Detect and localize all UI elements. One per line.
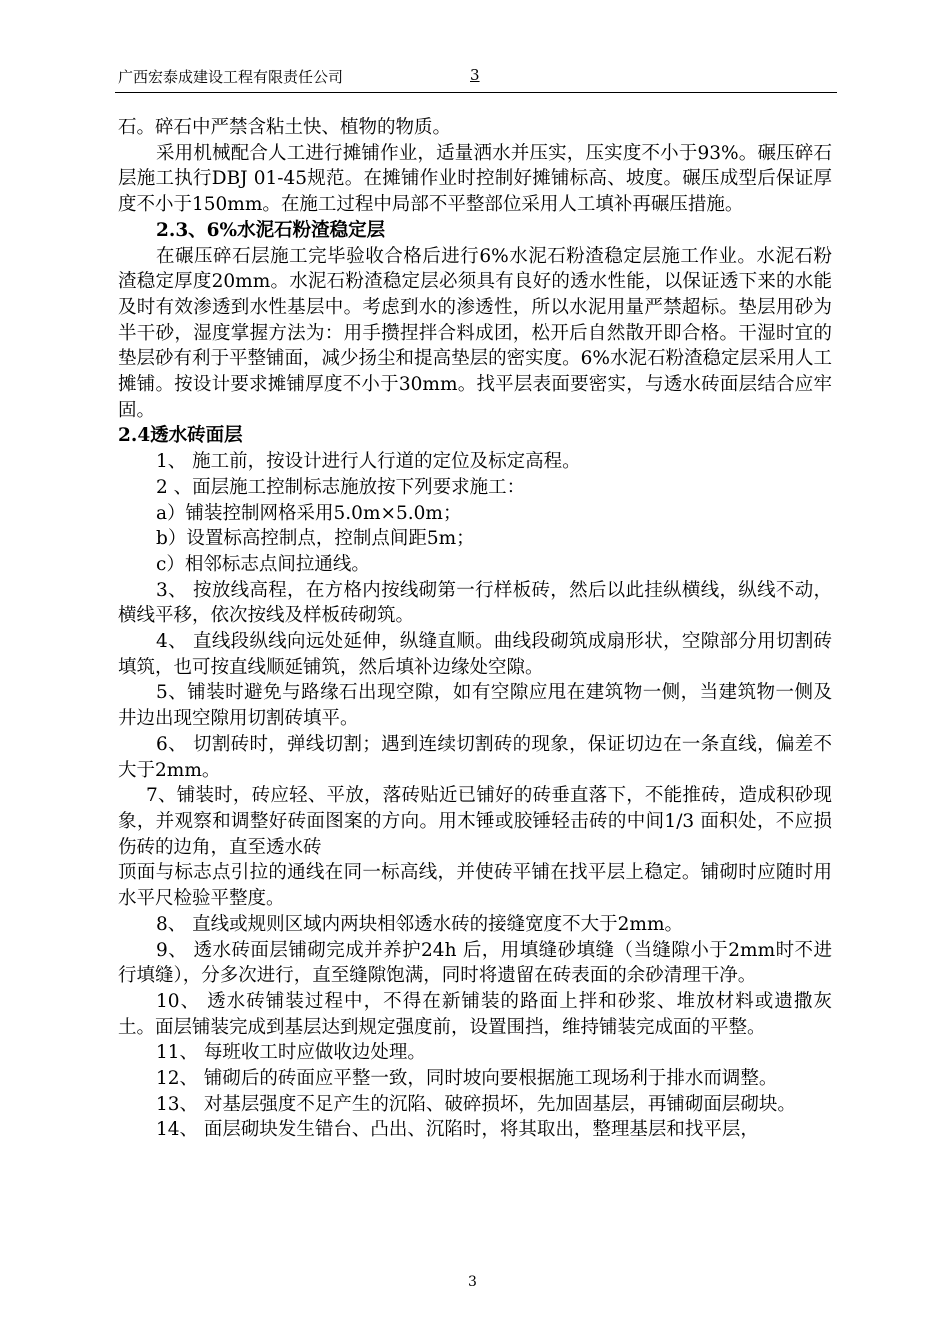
list-item: 13、 对基层强度不足产生的沉陷、破碎损坏，先加固基层，再铺砌面层砌块。 (156, 1093, 796, 1115)
paragraph: 石。碎石中严禁含粘土快、植物的物质。 (118, 117, 452, 138)
list-item: 11、 每班收工时应做收边处理。 (156, 1042, 426, 1064)
list-item: 7、铺装时，砖应轻、平放，落砖贴近已铺好的砖垂直落下，不能推砖，造成积砂现象，并观察和调整好砖面图案的方向。用木锤或胶锤轻击砖的中间1/3 面积处，不应损伤砖的边角，直至透水砖 (118, 785, 832, 858)
list-item: 6、 切割砖时，弹线切割；遇到连续切割砖的现象，保证切边在一条直线，偏差不大于2mm。 (118, 733, 832, 781)
list-item: 3、 按放线高程，在方格内按线砌第一行样板砖，然后以此挂纵横线，纵线不动，横线平移，依次按线及样板砖砌筑。 (118, 579, 832, 627)
list-item: 9、 透水砖面层铺砌完成并养护24h 后，用填缝砂填缝（当缝隙小于2mm时不进行填缝），分多次进行，直至缝隙饱满，同时将遗留在砖表面的余砂清理干净。 (118, 939, 832, 987)
section-heading-2-3: 2.3、6%水泥石粉渣稳定层 (156, 219, 386, 241)
list-item: 2 、面层施工控制标志施放按下列要求施工： (156, 476, 526, 498)
document-body (118, 115, 832, 1143)
list-item: 5、铺装时避免与路缘石出现空隙，如有空隙应甩在建筑物一侧，当建筑物一侧及井边出现空隙用切割砖填平。 (118, 682, 832, 730)
sub-list-item: b）设置标高控制点，控制点间距5m； (156, 528, 475, 550)
section-heading-2-4: 2.4透水砖面层 (118, 425, 243, 447)
list-item: 10、 透水砖铺装过程中，不得在新铺装的路面上拌和砂浆、堆放材料或遗撒灰土。面层铺装完成到基层达到规定强度前，设置围挡，维持铺装完成面的平整。 (118, 990, 832, 1038)
paragraph: 在碾压碎石层施工完毕验收合格后进行6%水泥石粉渣稳定层施工作业。水泥石粉渣稳定厚度20mm。水泥石粉渣稳定层必须具有良好的透水性能，以保证透下来的水能及时有效渗透到水性基层中。考虑到水的渗透性，所以水泥用量严禁超标。垫层用砂为半干砂，湿度掌握方法为：用手攒捏拌合料成团，松开后自然散开即合格。干湿时宜的垫层砂有利于平整铺面，减少扬尘和提高垫层的密实度。6%水泥石粉渣稳定层采用人工摊铺。按设计要求摊铺厚度不小于30mm。找平层表面要密实，与透水砖面层结合应牢固。 (118, 245, 832, 421)
list-item: 4、 直线段纵线向远处延伸，纵缝直顺。曲线段砌筑成扇形状，空隙部分用切割砖填筑，也可按直线顺延铺筑，然后填补边缘处空隙。 (118, 631, 832, 678)
header-divider (115, 92, 837, 93)
sub-list-item: c）相邻标志点间拉通线。 (156, 553, 370, 575)
list-item: 12、 铺砌后的砖面应平整一致，同时坡向要根据施工现场利于排水而调整。 (156, 1068, 778, 1090)
header-page-number: 3 (470, 66, 480, 84)
paragraph-continuation: 顶面与标志点引拉的通线在同一标高线，并使砖平铺在找平层上稳定。铺砌时应随时用水平尺检验平整度。 (118, 862, 832, 910)
list-item: 8、 直线或规则区域内两块相邻透水砖的接缝宽度不大于2mm。 (156, 913, 684, 935)
paragraph: 采用机械配合人工进行摊铺作业，适量洒水并压实，压实度不小于93%。碾压碎石层施工执行DBJ 01-45规范。在摊铺作业时控制好摊铺标高、坡度。碾压成型后保证厚度不小于150mm。在施工过程中局部不平整部位采用人工填补再碾压措施。 (118, 142, 832, 216)
header-company-name: 广西宏泰成建设工程有限责任公司 (118, 68, 344, 86)
footer-page-number: 3 (468, 1274, 477, 1290)
list-item: 14、 面层砌块发生错台、凸出、沉陷时，将其取出，整理基层和找平层， (156, 1119, 759, 1141)
list-item: 1、 施工前，按设计进行人行道的定位及标定高程。 (156, 451, 581, 473)
sub-list-item: a）铺装控制网格采用5.0m×5.0m； (156, 502, 462, 524)
